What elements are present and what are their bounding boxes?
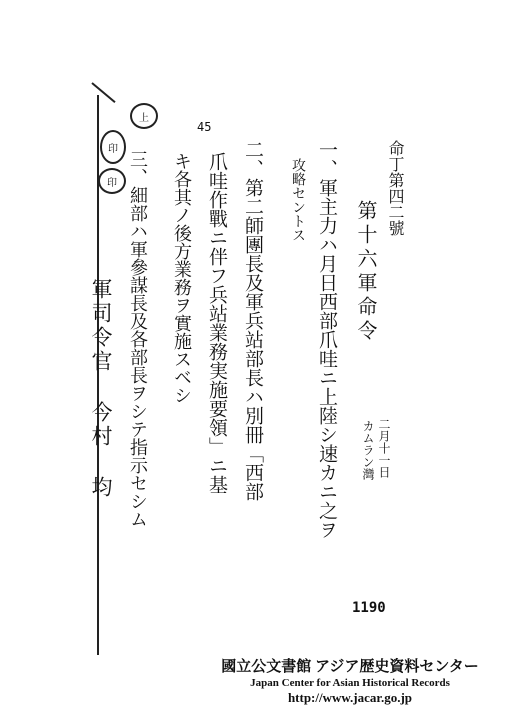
item-2-line-3: キ各其ノ後方業務ヲ實施スベシ [171,152,192,404]
jacar-footer [200,655,500,706]
item-1-line-1: 一、軍主力ハ月日西部爪哇ニ上陸シ速カニ之ヲ [316,140,338,539]
jacar-name-jp: 國立公文書館 アジア歴史資料センター [221,659,479,675]
commander-signature: 軍司令官 今村 均 [89,278,113,500]
order-date: 二月十一日 [377,418,391,478]
seal-stamp: 印 [98,168,126,194]
page-number-top: 45 [197,120,212,134]
order-heading: 命丁第四二號 [386,140,405,236]
item-2-line-2: 爪哇作戰ニ伴フ兵站業務実施要領」ニ基 [206,152,228,494]
seal-stamp: 上 [130,103,158,129]
order-place: カムラン灣 [361,420,375,480]
page-number-bottom: 1190 [352,600,386,616]
corner-mark [91,82,115,103]
item-3-line: 三、細部ハ軍參謀長及各部長ヲシテ指示セシム [127,150,148,528]
jacar-url: http://www.jacar.go.jp [287,690,413,705]
item-2-line-1: 二、第二師團長及軍兵站部長ハ別冊「西部 [242,140,264,501]
seal-stamp: 印 [100,130,126,164]
item-1-line-2: 攻略セントス [290,158,306,242]
order-title: 第十六軍命令 [354,200,378,344]
jacar-name-en: Japan Center for Asian Historical Records [250,677,450,689]
